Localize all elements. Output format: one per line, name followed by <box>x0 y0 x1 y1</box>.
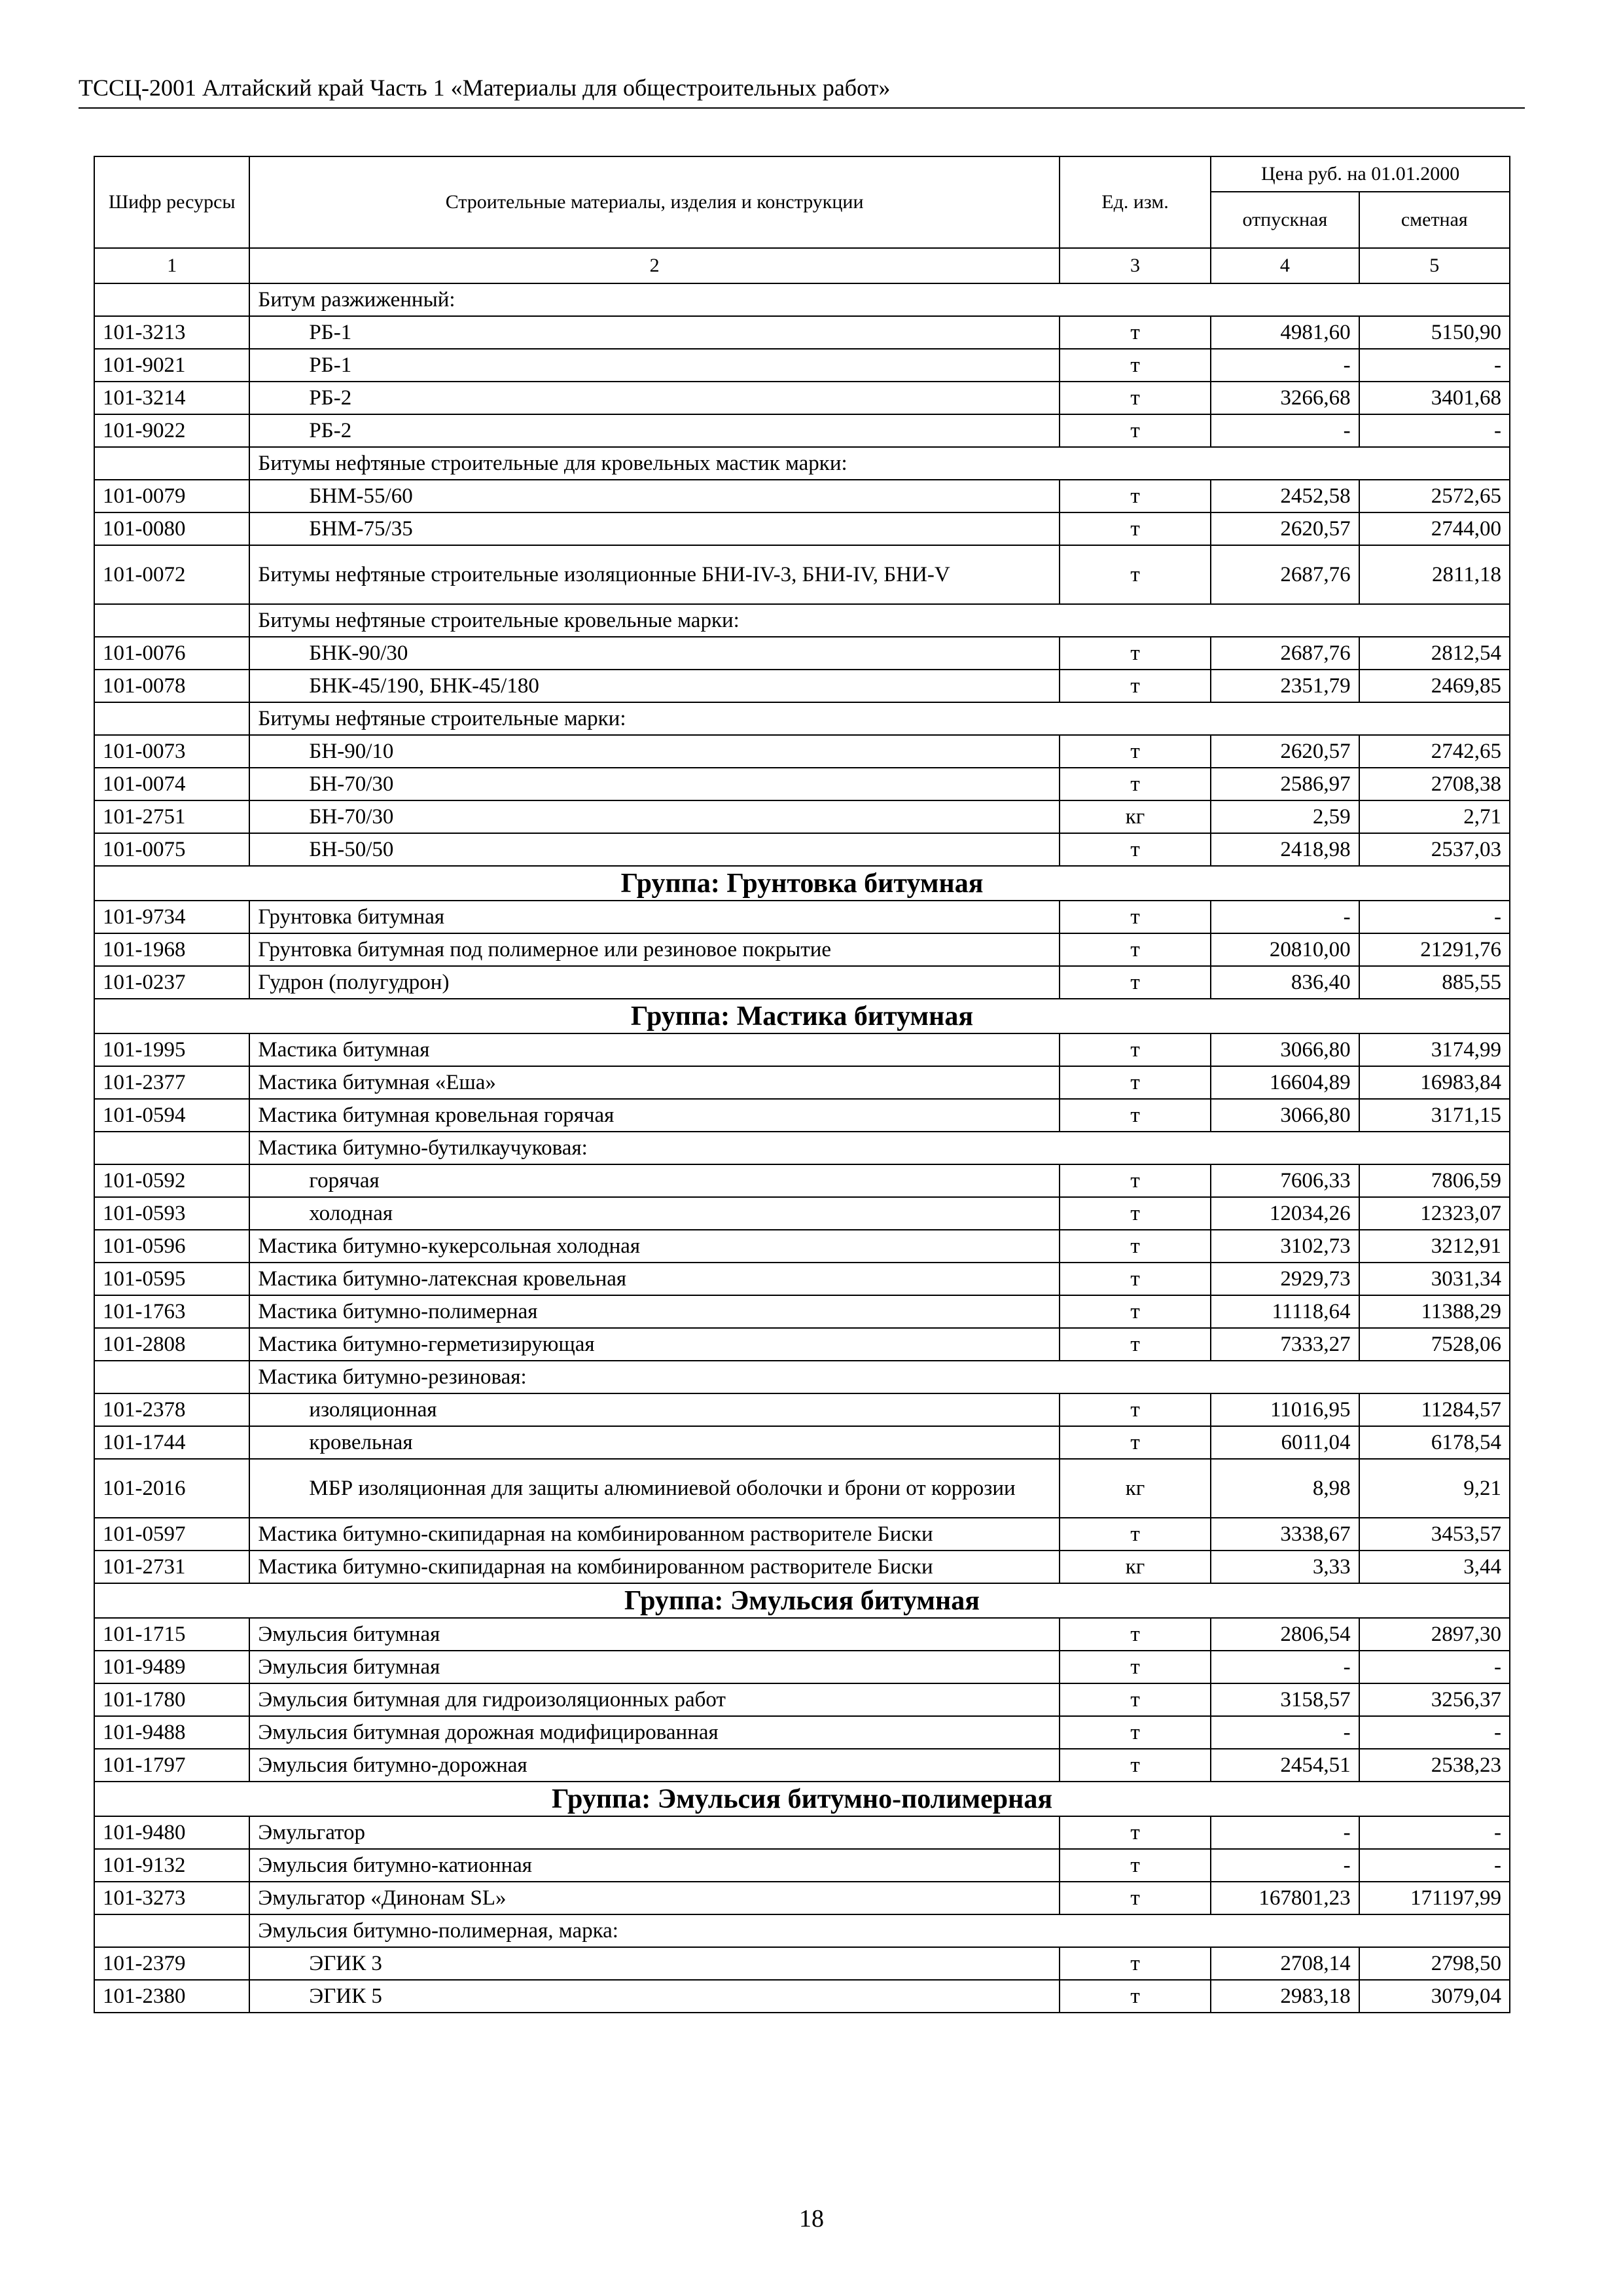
material-name: Эмульсия битумная для гидроизоляционных работ <box>249 1683 1059 1716</box>
table-row <box>94 316 1510 349</box>
estimate-price: 9,21 <box>1359 1459 1510 1518</box>
unit-cell: т <box>1060 1033 1211 1066</box>
table-row <box>94 768 1510 800</box>
unit-cell: т <box>1060 768 1211 800</box>
estimate-price: 2744,00 <box>1359 512 1510 545</box>
table-header <box>94 156 1510 283</box>
material-name: Битумы нефтяные строительные изоляционные БНИ-IV-3, БНИ-IV, БНИ-V <box>249 545 1059 604</box>
material-name: БНК-90/30 <box>249 637 1059 670</box>
material-name: Мастика битумная <box>249 1033 1059 1066</box>
resource-code: 101-1744 <box>94 1426 249 1459</box>
resource-code: 101-0072 <box>94 545 249 604</box>
release-price: 3158,57 <box>1211 1683 1359 1716</box>
estimate-price: 2742,65 <box>1359 735 1510 768</box>
resource-code: 101-1780 <box>94 1683 249 1716</box>
resource-code: 101-0597 <box>94 1518 249 1551</box>
estimate-price: 3171,15 <box>1359 1099 1510 1132</box>
release-price: 2983,18 <box>1211 1980 1359 2013</box>
release-price: 3102,73 <box>1211 1230 1359 1263</box>
release-price: 2687,76 <box>1211 545 1359 604</box>
material-name: ЭГИК 3 <box>249 1947 1059 1980</box>
table-row <box>94 670 1510 702</box>
estimate-price: 2798,50 <box>1359 1947 1510 1980</box>
unit-cell: т <box>1060 833 1211 866</box>
col-number-5: 5 <box>1359 248 1510 283</box>
table-row <box>94 1099 1510 1132</box>
table-row <box>94 1518 1510 1551</box>
material-name: Грунтовка битумная под полимерное или резиновое покрытие <box>249 933 1059 966</box>
material-name: ЭГИК 5 <box>249 1980 1059 2013</box>
estimate-price: 3212,91 <box>1359 1230 1510 1263</box>
release-price: 2452,58 <box>1211 480 1359 512</box>
resource-code: 101-3214 <box>94 382 249 414</box>
resource-code: 101-0075 <box>94 833 249 866</box>
resource-code: 101-1715 <box>94 1618 249 1651</box>
unit-cell: т <box>1060 670 1211 702</box>
estimate-price: 2708,38 <box>1359 768 1510 800</box>
table-row <box>94 1295 1510 1328</box>
unit-cell: т <box>1060 1651 1211 1683</box>
unit-cell: т <box>1060 1066 1211 1099</box>
release-price: - <box>1211 414 1359 447</box>
col-header-name: Строительные материалы, изделия и конструкции <box>249 156 1059 248</box>
estimate-price: 885,55 <box>1359 966 1510 999</box>
page-number: 18 <box>799 2205 824 2233</box>
unit-cell: кг <box>1060 1459 1211 1518</box>
resource-code: 101-1968 <box>94 933 249 966</box>
table-row <box>94 1426 1510 1459</box>
resource-code: 101-2377 <box>94 1066 249 1099</box>
release-price: 2351,79 <box>1211 670 1359 702</box>
table-row <box>94 480 1510 512</box>
table-row <box>94 1618 1510 1651</box>
section-title: Мастика битумно-бутилкаучуковая: <box>249 1132 1510 1164</box>
release-price: 2929,73 <box>1211 1263 1359 1295</box>
table-row <box>94 1716 1510 1749</box>
table-row <box>94 1230 1510 1263</box>
col-number-4: 4 <box>1211 248 1359 283</box>
unit-cell: т <box>1060 1230 1211 1263</box>
release-price: 2,59 <box>1211 800 1359 833</box>
release-price: 3066,80 <box>1211 1099 1359 1132</box>
resource-code: 101-2731 <box>94 1551 249 1583</box>
estimate-price: 7528,06 <box>1359 1328 1510 1361</box>
material-name: Эмульсия битумно-катионная <box>249 1849 1059 1882</box>
estimate-price: 3079,04 <box>1359 1980 1510 2013</box>
material-name: Эмульгатор «Динонам SL» <box>249 1882 1059 1914</box>
resource-code: 101-2808 <box>94 1328 249 1361</box>
resource-code: 101-0237 <box>94 966 249 999</box>
unit-cell: т <box>1060 545 1211 604</box>
col-header-release: отпускная <box>1211 192 1359 248</box>
group-title: Группа: Эмульсия битумная <box>94 1583 1510 1618</box>
unit-cell: т <box>1060 1618 1211 1651</box>
unit-cell: т <box>1060 316 1211 349</box>
release-price: 6011,04 <box>1211 1426 1359 1459</box>
group-row <box>94 1583 1510 1618</box>
col-header-price-group: Цена руб. на 01.01.2000 <box>1211 156 1510 192</box>
unit-cell: т <box>1060 1295 1211 1328</box>
material-name: БНМ-75/35 <box>249 512 1059 545</box>
estimate-price: 7806,59 <box>1359 1164 1510 1197</box>
resource-code: 101-2379 <box>94 1947 249 1980</box>
resource-code: 101-9480 <box>94 1816 249 1849</box>
table-row <box>94 1328 1510 1361</box>
table-row <box>94 1651 1510 1683</box>
estimate-price: 16983,84 <box>1359 1066 1510 1099</box>
table-row <box>94 1849 1510 1882</box>
table-row <box>94 1263 1510 1295</box>
unit-cell: т <box>1060 480 1211 512</box>
resource-code: 101-0074 <box>94 768 249 800</box>
unit-cell: т <box>1060 1099 1211 1132</box>
estimate-price: 2812,54 <box>1359 637 1510 670</box>
material-name: БН-70/30 <box>249 800 1059 833</box>
table-row <box>94 1066 1510 1099</box>
resource-code: 101-0078 <box>94 670 249 702</box>
material-name: Гудрон (полугудрон) <box>249 966 1059 999</box>
table-row <box>94 1033 1510 1066</box>
material-name: Мастика битумно-герметизирующая <box>249 1328 1059 1361</box>
material-name: РБ-1 <box>249 349 1059 382</box>
material-name: изоляционная <box>249 1393 1059 1426</box>
estimate-price: 3256,37 <box>1359 1683 1510 1716</box>
release-price: 2620,57 <box>1211 735 1359 768</box>
unit-cell: т <box>1060 1197 1211 1230</box>
release-price: 20810,00 <box>1211 933 1359 966</box>
section-title: Битумы нефтяные строительные кровельные марки: <box>249 604 1510 637</box>
col-header-code: Шифр ресурсы <box>94 156 249 248</box>
unit-cell: т <box>1060 382 1211 414</box>
section-empty-cell <box>94 1914 249 1947</box>
section-row <box>94 702 1510 735</box>
release-price: 3066,80 <box>1211 1033 1359 1066</box>
unit-cell: кг <box>1060 800 1211 833</box>
table-row <box>94 545 1510 604</box>
section-empty-cell <box>94 702 249 735</box>
price-table <box>94 156 1510 2013</box>
unit-cell: т <box>1060 1816 1211 1849</box>
material-name: МБР изоляционная для защиты алюминиевой оболочки и брони от коррозии <box>249 1459 1059 1518</box>
col-header-estimate: сметная <box>1359 192 1510 248</box>
section-title: Битумы нефтяные строительные для кровельных мастик марки: <box>249 447 1510 480</box>
estimate-price: - <box>1359 349 1510 382</box>
resource-code: 101-0596 <box>94 1230 249 1263</box>
col-number-2: 2 <box>249 248 1059 283</box>
table-row <box>94 1197 1510 1230</box>
release-price: 2708,14 <box>1211 1947 1359 1980</box>
section-row <box>94 1132 1510 1164</box>
estimate-price: 3453,57 <box>1359 1518 1510 1551</box>
release-price: 2586,97 <box>1211 768 1359 800</box>
unit-cell: т <box>1060 414 1211 447</box>
estimate-price: 2538,23 <box>1359 1749 1510 1782</box>
material-name: Эмульсия битумная <box>249 1651 1059 1683</box>
estimate-price: 2469,85 <box>1359 670 1510 702</box>
section-empty-cell <box>94 604 249 637</box>
table-row <box>94 833 1510 866</box>
material-name: РБ-2 <box>249 382 1059 414</box>
estimate-price: 11388,29 <box>1359 1295 1510 1328</box>
unit-cell: т <box>1060 1164 1211 1197</box>
estimate-price: 2897,30 <box>1359 1618 1510 1651</box>
unit-cell: т <box>1060 1947 1211 1980</box>
material-name: Мастика битумная «Еша» <box>249 1066 1059 1099</box>
release-price: 2687,76 <box>1211 637 1359 670</box>
unit-cell: т <box>1060 735 1211 768</box>
release-price: - <box>1211 1849 1359 1882</box>
table-row <box>94 901 1510 933</box>
unit-cell: т <box>1060 1328 1211 1361</box>
material-name: Эмульсия битумно-дорожная <box>249 1749 1059 1782</box>
release-price: 11016,95 <box>1211 1393 1359 1426</box>
table-row <box>94 966 1510 999</box>
resource-code: 101-0080 <box>94 512 249 545</box>
release-price: 167801,23 <box>1211 1882 1359 1914</box>
estimate-price: 2572,65 <box>1359 480 1510 512</box>
section-empty-cell <box>94 1361 249 1393</box>
resource-code: 101-2380 <box>94 1980 249 2013</box>
release-price: 2806,54 <box>1211 1618 1359 1651</box>
release-price: 16604,89 <box>1211 1066 1359 1099</box>
section-empty-cell <box>94 447 249 480</box>
section-title: Битумы нефтяные строительные марки: <box>249 702 1510 735</box>
release-price: 4981,60 <box>1211 316 1359 349</box>
material-name: Эмульсия битумная <box>249 1618 1059 1651</box>
release-price: 7333,27 <box>1211 1328 1359 1361</box>
table-row <box>94 1164 1510 1197</box>
unit-cell: т <box>1060 1393 1211 1426</box>
material-name: Эмульсия битумная дорожная модифицированная <box>249 1716 1059 1749</box>
table-row <box>94 1749 1510 1782</box>
unit-cell: т <box>1060 1980 1211 2013</box>
group-row <box>94 999 1510 1033</box>
estimate-price: 21291,76 <box>1359 933 1510 966</box>
material-name: Мастика битумно-латексная кровельная <box>249 1263 1059 1295</box>
estimate-price: - <box>1359 1849 1510 1882</box>
estimate-price: - <box>1359 1651 1510 1683</box>
resource-code: 101-9021 <box>94 349 249 382</box>
resource-code: 101-0073 <box>94 735 249 768</box>
unit-cell: т <box>1060 966 1211 999</box>
table-row <box>94 1882 1510 1914</box>
unit-cell: т <box>1060 349 1211 382</box>
table-row <box>94 349 1510 382</box>
resource-code: 101-1797 <box>94 1749 249 1782</box>
resource-code: 101-9132 <box>94 1849 249 1882</box>
estimate-price: - <box>1359 1716 1510 1749</box>
estimate-price: 2537,03 <box>1359 833 1510 866</box>
release-price: - <box>1211 1816 1359 1849</box>
section-row <box>94 604 1510 637</box>
material-name: горячая <box>249 1164 1059 1197</box>
estimate-price: - <box>1359 901 1510 933</box>
release-price: 2418,98 <box>1211 833 1359 866</box>
unit-cell: т <box>1060 637 1211 670</box>
material-name: БНМ-55/60 <box>249 480 1059 512</box>
resource-code: 101-3213 <box>94 316 249 349</box>
resource-code: 101-1763 <box>94 1295 249 1328</box>
estimate-price: 3031,34 <box>1359 1263 1510 1295</box>
release-price: 11118,64 <box>1211 1295 1359 1328</box>
section-row <box>94 1914 1510 1947</box>
material-name: Мастика битумно-скипидарная на комбинированном растворителе Биски <box>249 1551 1059 1583</box>
group-row <box>94 1782 1510 1816</box>
estimate-price: 3174,99 <box>1359 1033 1510 1066</box>
material-name: Грунтовка битумная <box>249 901 1059 933</box>
unit-cell: т <box>1060 1882 1211 1914</box>
table-row <box>94 414 1510 447</box>
release-price: 8,98 <box>1211 1459 1359 1518</box>
section-title: Эмульсия битумно-полимерная, марка: <box>249 1914 1510 1947</box>
table-row <box>94 1816 1510 1849</box>
table-row <box>94 735 1510 768</box>
resource-code: 101-9488 <box>94 1716 249 1749</box>
section-row <box>94 1361 1510 1393</box>
unit-cell: т <box>1060 1716 1211 1749</box>
unit-cell: т <box>1060 1263 1211 1295</box>
group-row <box>94 866 1510 901</box>
release-price: 2620,57 <box>1211 512 1359 545</box>
col-header-unit: Ед. изм. <box>1060 156 1211 248</box>
document-header: ТССЦ-2001 Алтайский край Часть 1 «Материалы для общестроительных работ» <box>79 73 1525 109</box>
estimate-price: 6178,54 <box>1359 1426 1510 1459</box>
table-row <box>94 1683 1510 1716</box>
group-title: Группа: Грунтовка битумная <box>94 866 1510 901</box>
release-price: - <box>1211 1716 1359 1749</box>
resource-code: 101-0594 <box>94 1099 249 1132</box>
estimate-price: 3401,68 <box>1359 382 1510 414</box>
material-name: Мастика битумно-скипидарная на комбинированном растворителе Биски <box>249 1518 1059 1551</box>
unit-cell: кг <box>1060 1551 1211 1583</box>
resource-code: 101-2751 <box>94 800 249 833</box>
unit-cell: т <box>1060 1849 1211 1882</box>
material-name: холодная <box>249 1197 1059 1230</box>
section-title: Мастика битумно-резиновая: <box>249 1361 1510 1393</box>
table-row <box>94 800 1510 833</box>
material-name: РБ-2 <box>249 414 1059 447</box>
release-price: - <box>1211 349 1359 382</box>
col-number-3: 3 <box>1060 248 1211 283</box>
table-body <box>94 283 1510 2013</box>
table-row <box>94 933 1510 966</box>
resource-code: 101-3273 <box>94 1882 249 1914</box>
resource-code: 101-0595 <box>94 1263 249 1295</box>
group-title: Группа: Мастика битумная <box>94 999 1510 1033</box>
table-row <box>94 1551 1510 1583</box>
table-row <box>94 382 1510 414</box>
unit-cell: т <box>1060 1518 1211 1551</box>
resource-code: 101-0593 <box>94 1197 249 1230</box>
resource-code: 101-0076 <box>94 637 249 670</box>
release-price: - <box>1211 901 1359 933</box>
release-price: 3338,67 <box>1211 1518 1359 1551</box>
release-price: 12034,26 <box>1211 1197 1359 1230</box>
table-row <box>94 1947 1510 1980</box>
table-row <box>94 512 1510 545</box>
unit-cell: т <box>1060 512 1211 545</box>
estimate-price: 3,44 <box>1359 1551 1510 1583</box>
material-name: Эмульгатор <box>249 1816 1059 1849</box>
table-row <box>94 1980 1510 2013</box>
resource-code: 101-2378 <box>94 1393 249 1426</box>
resource-code: 101-0592 <box>94 1164 249 1197</box>
table-row <box>94 637 1510 670</box>
material-name: кровельная <box>249 1426 1059 1459</box>
resource-code: 101-9022 <box>94 414 249 447</box>
resource-code: 101-0079 <box>94 480 249 512</box>
material-name: РБ-1 <box>249 316 1059 349</box>
section-empty-cell <box>94 1132 249 1164</box>
estimate-price: 171197,99 <box>1359 1882 1510 1914</box>
unit-cell: т <box>1060 1683 1211 1716</box>
material-name: Мастика битумная кровельная горячая <box>249 1099 1059 1132</box>
estimate-price: 5150,90 <box>1359 316 1510 349</box>
section-row <box>94 283 1510 316</box>
unit-cell: т <box>1060 1426 1211 1459</box>
material-name: БН-50/50 <box>249 833 1059 866</box>
estimate-price: 11284,57 <box>1359 1393 1510 1426</box>
col-number-1: 1 <box>94 248 249 283</box>
estimate-price: 2,71 <box>1359 800 1510 833</box>
table-row <box>94 1393 1510 1426</box>
release-price: 2454,51 <box>1211 1749 1359 1782</box>
unit-cell: т <box>1060 901 1211 933</box>
resource-code: 101-9489 <box>94 1651 249 1683</box>
estimate-price: - <box>1359 1816 1510 1849</box>
section-row <box>94 447 1510 480</box>
material-name: БНК-45/190, БНК-45/180 <box>249 670 1059 702</box>
section-title: Битум разжиженный: <box>249 283 1510 316</box>
material-name: БН-90/10 <box>249 735 1059 768</box>
material-name: БН-70/30 <box>249 768 1059 800</box>
resource-code: 101-1995 <box>94 1033 249 1066</box>
unit-cell: т <box>1060 1749 1211 1782</box>
estimate-price: 12323,07 <box>1359 1197 1510 1230</box>
material-name: Мастика битумно-полимерная <box>249 1295 1059 1328</box>
release-price: 3,33 <box>1211 1551 1359 1583</box>
release-price: 3266,68 <box>1211 382 1359 414</box>
table-row <box>94 1459 1510 1518</box>
section-empty-cell <box>94 283 249 316</box>
group-title: Группа: Эмульсия битумно-полимерная <box>94 1782 1510 1816</box>
release-price: 836,40 <box>1211 966 1359 999</box>
release-price: - <box>1211 1651 1359 1683</box>
estimate-price: 2811,18 <box>1359 545 1510 604</box>
resource-code: 101-2016 <box>94 1459 249 1518</box>
release-price: 7606,33 <box>1211 1164 1359 1197</box>
unit-cell: т <box>1060 933 1211 966</box>
estimate-price: - <box>1359 414 1510 447</box>
resource-code: 101-9734 <box>94 901 249 933</box>
material-name: Мастика битумно-кукерсольная холодная <box>249 1230 1059 1263</box>
